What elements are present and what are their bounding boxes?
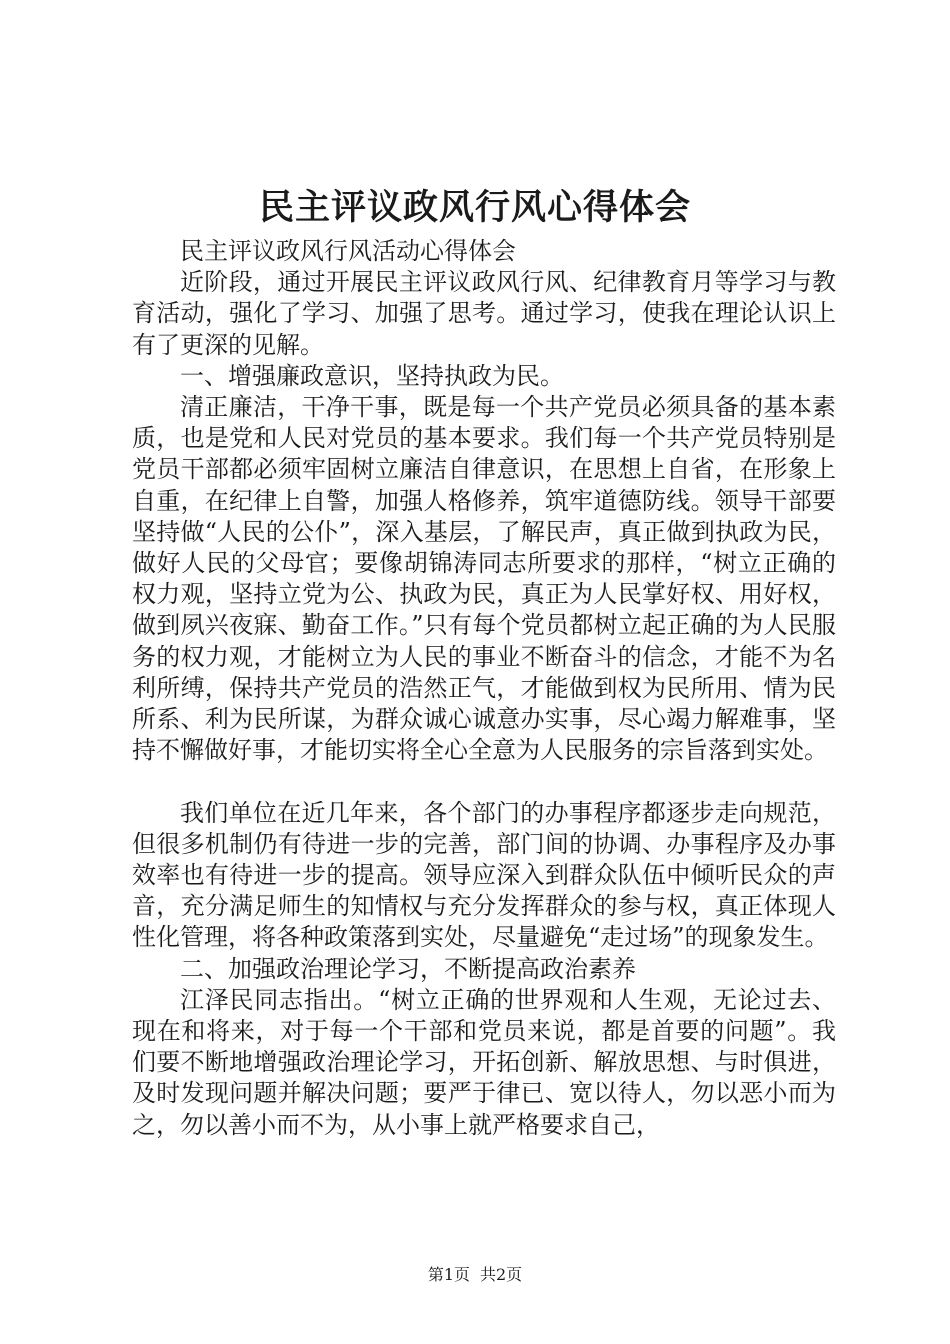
paragraph-intro: 近阶段，通过开展民主评议政风行风、纪律教育月等学习与教育活动，强化了学习、加强了思考。通过学习，使我在理论认识上有了更深的见解。 xyxy=(132,268,836,359)
paragraph-unit: 我们单位在近几年来，各个部门的办事程序都逐步走向规范，但很多机制仍有待进一步的完善，部门间的协调、办事程序及办事效率也有待进一步的提高。领导应深入到群众队伍中倾听民众的声音，充分满足师生的知情权与充分发挥群众的参与权，真正体现人性化管理，将各种政策落到实处，尽量避免“走过场”的现象发生。 xyxy=(132,798,836,952)
section-heading-2: 二、加强政治理论学习，不断提高政治素养 xyxy=(180,954,636,983)
page-footer xyxy=(0,1262,950,1285)
paragraph-subtitle: 民主评议政风行风活动心得体会 xyxy=(180,237,516,265)
page-number: 第1页 xyxy=(427,1265,470,1284)
paragraph-theory: 江泽民同志指出。“树立正确的世界观和人生观，无论过去、现在和将来，对于每一个干部和党员来说，都是首要的问题”。我们要不断地增强政治理论学习，开拓创新、解放思想、与时俱进，及时发现问题并解决问题；要严于律已、宽以待人，勿以恶小而为之，勿以善小而不为，从小事上就严格要求自己， xyxy=(132,985,836,1139)
section-heading-1: 一、增强廉政意识，坚持执政为民。 xyxy=(180,361,564,390)
paragraph-spacer xyxy=(132,766,836,797)
page-total: 共2页 xyxy=(480,1265,523,1284)
document-body xyxy=(132,236,836,1141)
document-title: 民主评议政风行风心得体会 xyxy=(258,187,691,228)
paragraph-integrity: 清正廉洁，干净干事，既是每一个共产党员必须具备的基本素质，也是党和人民对党员的基本要求。我们每一个共产党员特别是党员干部都必须牢固树立廉洁自律意识，在思想上自省，在形象上自重，在纪律上自警，加强人格修养，筑牢道德防线。领导干部要坚持做“人民的公仆”，深入基层，了解民声，真正做到执政为民，做好人民的父母官；要像胡锦涛同志所要求的那样，“树立正确的权力观，坚持立党为公、执政为民，真正为人民掌好权、用好权，做到夙兴夜寐、勤奋工作。”只有每个党员都树立起正确的为人民服务的权力观，才能树立为人民的事业不断奋斗的信念，才能不为名利所缚，保持共产党员的浩然正气，才能做到权为民所用、情为民所系、利为民所谋，为群众诚心诚意办实事，尽心竭力解难事，坚持不懈做好事，才能切实将全心全意为人民服务的宗旨落到实处。 xyxy=(132,393,836,765)
